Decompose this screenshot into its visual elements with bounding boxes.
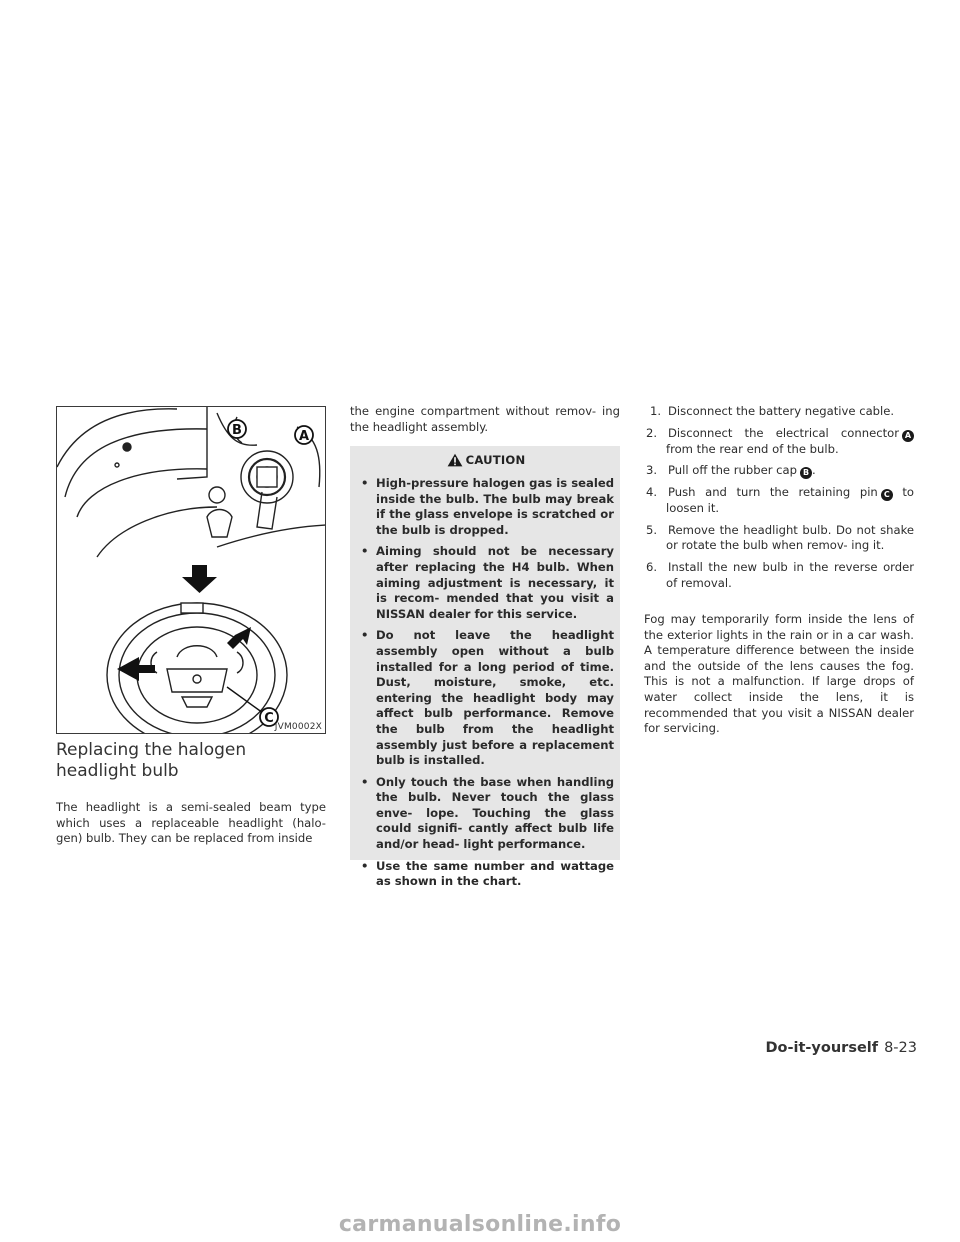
headlight-bulb-figure xyxy=(56,406,326,734)
callout-b-icon: B xyxy=(800,467,812,479)
svg-text:C: C xyxy=(264,711,274,726)
watermark: carmanualsonline.info xyxy=(338,1212,622,1237)
svg-text:B: B xyxy=(232,423,242,438)
page-footer xyxy=(766,1040,918,1056)
figure-code: JVM0002X xyxy=(274,722,322,732)
svg-text:A: A xyxy=(298,429,310,444)
caution-item: • Aiming should not be necessary after replacing the H4 bulb. When aiming adjustment is necessary, it is recom- mended that you visit a NISSAN dealer for this service. xyxy=(361,544,614,621)
caution-item: • Do not leave the headlight assembly open without a bulb installed for a long period of time. Dust, moisture, smoke, etc. entering the headlight body may affect bulb performance. Remove the bulb from the headlight assembly just before a replacement bulb is installed. xyxy=(361,628,614,768)
step-2: 2. Disconnect the electrical connector A from the rear end of the bulb. xyxy=(644,426,914,458)
caution-label: CAUTION xyxy=(465,453,526,467)
section-title: Replacing the halogen headlight bulb xyxy=(56,740,247,781)
step-6: 6. Install the new bulb in the reverse order of removal. xyxy=(646,559,914,590)
callout-a-icon: A xyxy=(902,430,914,442)
caution-item: • High-pressure halogen gas is sealed inside the bulb. The bulb may break if the glass envelope is scratched or the bulb is dropped. xyxy=(361,476,614,537)
caution-item: • Only touch the base when handling the bulb. Never touch the glass enve- lope. Touching the glass could signifi- cantly affect bulb life and/or head- light performance. xyxy=(361,774,614,852)
page-number: 8-23 xyxy=(884,1040,917,1056)
callout-c-icon: C xyxy=(881,489,893,501)
caution-box xyxy=(350,446,620,889)
step-3: 3. Pull off the rubber cap B . xyxy=(646,463,816,478)
step-1: 1. Disconnect the battery negative cable. xyxy=(650,404,895,418)
intro-paragraph: The headlight is a semi-sealed beam type which uses a replaceable headlight (halo- gen) bulb. They can be replaced from inside xyxy=(56,800,326,846)
step-5: 5. Remove the headlight bulb. Do not shake or rotate the bulb when remov- ing it. xyxy=(646,522,914,553)
step-4: 4. Push and turn the retaining pin C to loosen it. xyxy=(646,485,914,516)
procedure-steps xyxy=(644,404,914,597)
caution-heading xyxy=(358,448,614,472)
caution-item: • Use the same number and wattage as shown in the chart. xyxy=(361,858,614,889)
headlight-illustration xyxy=(57,407,326,734)
footer-section: Do-it-yourself xyxy=(765,1040,879,1056)
continuation-paragraph: the engine compartment without remov- ing the headlight assembly. xyxy=(350,404,620,434)
caution-list xyxy=(358,476,614,890)
warning-triangle-icon xyxy=(447,453,463,467)
fog-paragraph: Fog may temporarily form inside the lens of the exterior lights in the rain or in a car wash. A temperature difference between the inside and the outside of the lens causes the fog. This is not a malfunction. If large drops of water collect inside the lens, it is recommended that you visit a NISSAN dealer for servicing. xyxy=(644,612,914,736)
